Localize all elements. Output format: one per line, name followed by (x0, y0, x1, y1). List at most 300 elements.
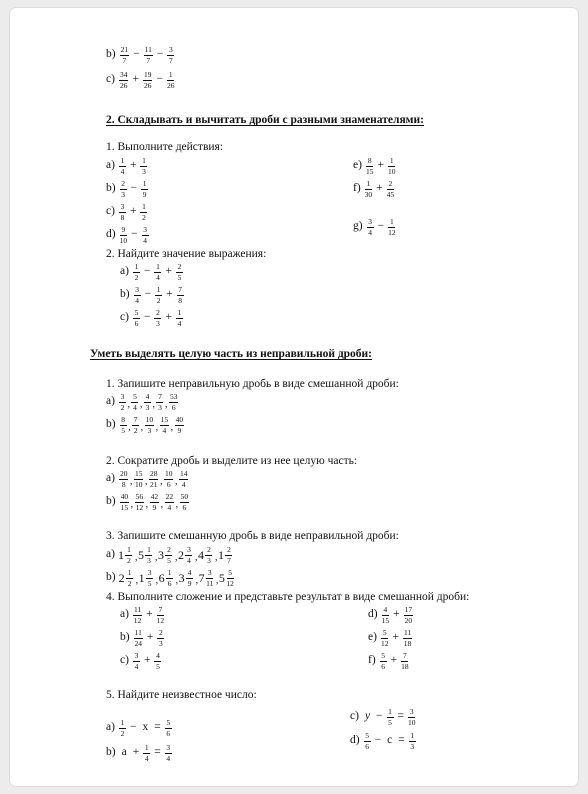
numerator: 3 (187, 545, 191, 554)
item-label: b) (106, 418, 116, 431)
numerator: 3 (207, 568, 212, 577)
numerator: 1 (410, 731, 415, 740)
denominator: 6 (166, 728, 171, 738)
numerator: 3 (120, 202, 125, 211)
whole-part: 1 (117, 548, 124, 562)
separator: , (160, 499, 164, 510)
denominator: 12 (380, 638, 389, 648)
separator: , (194, 552, 198, 563)
fraction (134, 470, 144, 488)
fraction (387, 180, 395, 198)
mixed-number (118, 546, 134, 564)
expr-row (353, 218, 397, 236)
fraction (133, 309, 140, 327)
denominator: 9 (152, 502, 157, 512)
expr-row (368, 629, 413, 647)
fraction (206, 569, 213, 587)
numerator: 22 (165, 492, 174, 501)
fraction (140, 157, 147, 175)
separator: , (145, 499, 149, 510)
expr-row (106, 180, 149, 198)
denominator: 5 (167, 555, 171, 565)
expr-row (120, 309, 184, 327)
denominator: 2 (134, 272, 139, 282)
operator: + (132, 746, 140, 759)
item-label: b) (106, 182, 116, 195)
separator: , (135, 575, 139, 586)
mixed-number (159, 569, 175, 587)
task-instruction: 2. Найдите значение выражения: (106, 248, 267, 260)
item-label: c) (106, 73, 115, 86)
fraction (367, 218, 374, 236)
item-label: b) (120, 288, 130, 301)
fraction (157, 606, 165, 624)
mixed-number (198, 546, 214, 564)
fraction (180, 493, 190, 511)
whole-part: 4 (197, 548, 204, 562)
fraction (157, 629, 164, 647)
denominator: 4 (134, 661, 139, 671)
denominator: 11 (206, 578, 214, 588)
operator: = (154, 721, 161, 734)
denominator: 6 (167, 578, 172, 588)
fraction (225, 546, 232, 564)
numerator: 3 (168, 45, 173, 54)
numerator: 9 (121, 225, 126, 234)
separator: , (174, 476, 178, 487)
fraction (120, 46, 130, 64)
numerator: 20 (119, 469, 128, 478)
denominator: 5 (177, 272, 182, 282)
whole-part: 5 (137, 548, 144, 562)
fraction (176, 309, 183, 327)
fraction (167, 71, 175, 89)
expr-row (106, 546, 234, 564)
denominator: 15 (381, 615, 390, 625)
numerator: 4 (187, 568, 192, 577)
fraction (380, 652, 387, 670)
whole-part: 2 (177, 548, 184, 562)
denominator: 10 (119, 235, 128, 245)
numerator: 42 (150, 492, 159, 501)
numerator: 3 (409, 707, 414, 716)
separator: , (154, 552, 158, 563)
variable: y (364, 710, 371, 723)
denominator: 3 (147, 555, 151, 565)
denominator: 4 (143, 235, 147, 245)
denominator: 3 (121, 189, 125, 199)
denominator: 12 (156, 615, 165, 625)
numerator: 1 (389, 217, 394, 226)
denominator: 12 (135, 502, 144, 512)
fraction (387, 708, 394, 726)
fraction (120, 416, 127, 434)
item-label: a) (120, 265, 129, 278)
item-label: f) (353, 182, 361, 195)
fraction (144, 393, 151, 411)
denominator: 8 (121, 479, 126, 489)
denominator: 10 (134, 479, 143, 489)
expr-row (120, 629, 165, 647)
denominator: 2 (133, 425, 138, 435)
whole-part: 3 (178, 571, 185, 585)
fraction (165, 744, 172, 762)
operator: + (146, 608, 153, 621)
expr-row (368, 606, 414, 624)
separator: , (159, 476, 163, 487)
mixed-number (218, 546, 234, 564)
operator: + (129, 159, 137, 172)
denominator: 6 (182, 502, 187, 512)
fraction (167, 46, 174, 64)
numerator: 1 (142, 202, 146, 211)
separator: , (144, 476, 148, 487)
numerator: 11 (134, 628, 142, 637)
numerator: 56 (135, 492, 144, 501)
numerator: 3 (166, 743, 171, 752)
fraction (155, 286, 162, 304)
item-label: e) (368, 631, 377, 644)
operator: + (143, 654, 151, 667)
term: a (121, 746, 127, 759)
operator: + (390, 654, 398, 667)
denominator: 4 (162, 425, 167, 435)
item-label: c) (106, 205, 115, 218)
fraction (156, 393, 163, 411)
fraction (176, 263, 183, 281)
numerator: 1 (142, 156, 146, 165)
expr-row (106, 569, 236, 587)
expr-row (106, 46, 175, 64)
operator: + (377, 159, 384, 172)
operator: − (376, 710, 383, 723)
numerator: 2 (227, 545, 231, 554)
item-label: a) (106, 472, 115, 485)
numerator: 1 (167, 568, 172, 577)
numerator: 5 (134, 308, 139, 317)
fraction (154, 652, 161, 670)
fraction (134, 286, 141, 304)
denominator: 3 (156, 318, 160, 328)
denominator: 7 (168, 55, 173, 65)
item-label: a) (106, 548, 115, 561)
mixed-number (178, 546, 194, 564)
item-label: b) (106, 48, 116, 61)
denominator: 12 (226, 578, 234, 588)
fraction (119, 203, 126, 221)
item-label: b) (106, 571, 116, 584)
denominator: 6 (365, 741, 369, 751)
separator: , (152, 399, 155, 410)
denominator: 3 (145, 402, 150, 412)
separator: , (175, 575, 179, 586)
expr-row (106, 157, 148, 175)
expr-row (106, 470, 189, 488)
numerator: 11 (133, 605, 142, 614)
whole-part: 1 (138, 571, 145, 585)
fraction (388, 157, 396, 175)
fraction (145, 416, 155, 434)
fraction (120, 493, 130, 511)
numerator: 1 (177, 308, 182, 317)
operator: − (374, 734, 382, 747)
denominator: 2 (127, 555, 131, 565)
item-label: c) (350, 710, 359, 723)
denominator: 4 (181, 479, 186, 489)
fraction (165, 719, 172, 737)
denominator: 4 (368, 227, 372, 237)
fraction (403, 629, 412, 647)
denominator: 15 (365, 166, 374, 176)
fraction (154, 263, 161, 281)
numerator: 34 (119, 70, 128, 79)
expr-row (350, 732, 417, 750)
fraction (388, 218, 396, 236)
denominator: 4 (133, 402, 137, 412)
separator: , (195, 575, 199, 586)
item-label: e) (353, 159, 362, 172)
denominator: 26 (143, 80, 152, 90)
mixed-number (179, 569, 195, 587)
denominator: 4 (120, 166, 125, 176)
fraction (119, 393, 126, 411)
numerator: 8 (121, 415, 125, 424)
task-instruction: 3. Запишите смешанную дробь в виде неправильной дроби: (106, 530, 399, 542)
numerator: 4 (145, 392, 150, 401)
term: x (142, 721, 149, 734)
fraction (408, 708, 416, 726)
expr-row (106, 719, 173, 737)
denominator: 26 (166, 80, 175, 90)
expr-row (353, 157, 396, 175)
fraction (404, 606, 414, 624)
whole-part: 5 (218, 571, 225, 585)
denominator: 2 (120, 728, 125, 738)
fraction (169, 393, 179, 411)
denominator: 5 (147, 578, 152, 588)
denominator: 45 (386, 189, 395, 199)
operator: = (397, 710, 405, 723)
fraction (143, 744, 150, 762)
denominator: 2 (120, 402, 125, 412)
operator: − (130, 182, 138, 195)
fraction (119, 719, 126, 737)
numerator: 1 (156, 285, 161, 294)
numerator: 53 (169, 392, 178, 401)
fraction (366, 157, 374, 175)
operator: + (166, 288, 173, 301)
separator: , (175, 499, 179, 510)
fraction (126, 569, 133, 587)
mixed-number (139, 569, 155, 587)
item-label: c) (120, 311, 129, 324)
denominator: 4 (187, 555, 191, 565)
denominator: 15 (120, 502, 129, 512)
mixed-number (199, 569, 215, 587)
denominator: 4 (166, 753, 171, 763)
denominator: 3 (158, 402, 162, 412)
numerator: 1 (120, 718, 125, 727)
separator: , (164, 399, 168, 410)
numerator: 3 (134, 651, 139, 660)
fraction (154, 309, 161, 327)
numerator: 2 (167, 545, 171, 554)
numerator: 3 (368, 217, 372, 226)
denominator: 7 (146, 55, 151, 65)
numerator: 7 (403, 651, 407, 660)
numerator: 7 (158, 605, 163, 614)
denominator: 3 (142, 166, 146, 176)
numerator: 7 (158, 392, 162, 401)
fraction (119, 470, 129, 488)
fraction (119, 157, 126, 175)
expr-row (120, 286, 185, 304)
fraction (205, 546, 212, 564)
fraction (177, 286, 184, 304)
task-instruction: 1. Запишите неправильную дробь в виде смешанной дроби: (106, 378, 399, 390)
item-label: d) (368, 608, 378, 621)
fraction (120, 180, 127, 198)
expr-row (106, 393, 179, 411)
worksheet-page (10, 8, 578, 786)
term: c (387, 734, 393, 747)
expr-row (353, 180, 395, 198)
numerator: 5 (382, 628, 387, 637)
item-label: f) (368, 654, 376, 667)
denominator: 6 (381, 661, 386, 671)
fraction (125, 546, 132, 564)
numerator: 17 (404, 605, 413, 614)
denominator: 8 (120, 212, 125, 222)
operator: + (165, 311, 172, 324)
fraction (133, 263, 140, 281)
numerator: 7 (178, 285, 182, 294)
expr-row (120, 606, 165, 624)
task-instruction: 2. Сократите дробь и выделите из нее целую часть: (106, 455, 358, 467)
fraction (143, 71, 153, 89)
item-label: a) (106, 159, 115, 172)
operator: = (154, 746, 161, 759)
denominator: 18 (401, 661, 409, 671)
numerator: 3 (120, 392, 125, 401)
separator: , (214, 552, 218, 563)
denominator: 9 (187, 578, 192, 588)
fraction (134, 629, 143, 647)
numerator: 2 (158, 628, 163, 637)
numerator: 15 (134, 469, 143, 478)
item-label: c) (120, 654, 129, 667)
whole-part: 3 (157, 548, 164, 562)
operator: − (156, 48, 164, 61)
numerator: 1 (134, 262, 139, 271)
fraction (365, 180, 373, 198)
separator: , (170, 422, 174, 433)
denominator: 30 (364, 189, 373, 199)
whole-part: 6 (158, 571, 165, 585)
denominator: 4 (135, 295, 139, 305)
denominator: 6 (134, 318, 139, 328)
fraction (146, 569, 153, 587)
denominator: 2 (127, 578, 132, 588)
section-heading: Уметь выделять целую часть из неправильной дроби: (90, 348, 373, 360)
fraction (144, 46, 153, 64)
denominator: 7 (227, 555, 231, 565)
expr-row (106, 71, 175, 89)
numerator: 1 (142, 179, 147, 188)
numerator: 2 (156, 308, 160, 317)
denominator: 2 (156, 295, 161, 305)
operator: + (392, 631, 399, 644)
item-label: d) (350, 734, 360, 747)
numerator: 11 (144, 45, 152, 54)
numerator: 3 (135, 285, 139, 294)
numerator: 10 (145, 415, 154, 424)
operator: − (377, 220, 385, 233)
denominator: 2 (142, 212, 146, 222)
numerator: 50 (180, 492, 189, 501)
fraction (175, 416, 185, 434)
fraction (186, 569, 193, 587)
mixed-number (158, 546, 174, 564)
numerator: 1 (144, 743, 149, 752)
expr-row (120, 263, 184, 281)
item-label: b) (106, 495, 116, 508)
denominator: 24 (134, 638, 142, 648)
denominator: 5 (121, 425, 125, 435)
separator: , (174, 552, 178, 563)
denominator: 12 (133, 615, 142, 625)
mixed-number (138, 546, 154, 564)
denominator: 4 (167, 502, 172, 512)
numerator: 1 (127, 545, 131, 554)
item-label: d) (106, 228, 116, 241)
fraction (226, 569, 234, 587)
item-label: g) (353, 220, 363, 233)
expr-row (106, 203, 148, 221)
denominator: 12 (388, 227, 396, 237)
mixed-number (219, 569, 235, 587)
numerator: 4 (383, 605, 388, 614)
fraction (131, 393, 138, 411)
fraction (401, 652, 409, 670)
numerator: 19 (143, 70, 152, 79)
numerator: 28 (149, 469, 158, 478)
denominator: 10 (408, 717, 416, 727)
numerator: 2 (207, 545, 211, 554)
denominator: 4 (156, 272, 160, 282)
numerator: 15 (160, 415, 169, 424)
operator: + (146, 631, 154, 644)
operator: − (131, 228, 138, 241)
operator: − (133, 48, 140, 61)
operator: + (129, 205, 137, 218)
numerator: 10 (164, 469, 173, 478)
denominator: 10 (387, 166, 396, 176)
operator: − (143, 311, 151, 324)
numerator: 5 (133, 392, 137, 401)
operator: − (129, 721, 137, 734)
item-label: b) (120, 631, 130, 644)
fraction (165, 493, 175, 511)
numerator: 5 (166, 718, 171, 727)
fraction (149, 470, 159, 488)
fraction (141, 180, 148, 198)
operator: − (143, 265, 151, 278)
separator: , (155, 575, 159, 586)
fraction (140, 203, 147, 221)
numerator: 3 (143, 225, 147, 234)
expr-row (106, 226, 150, 244)
